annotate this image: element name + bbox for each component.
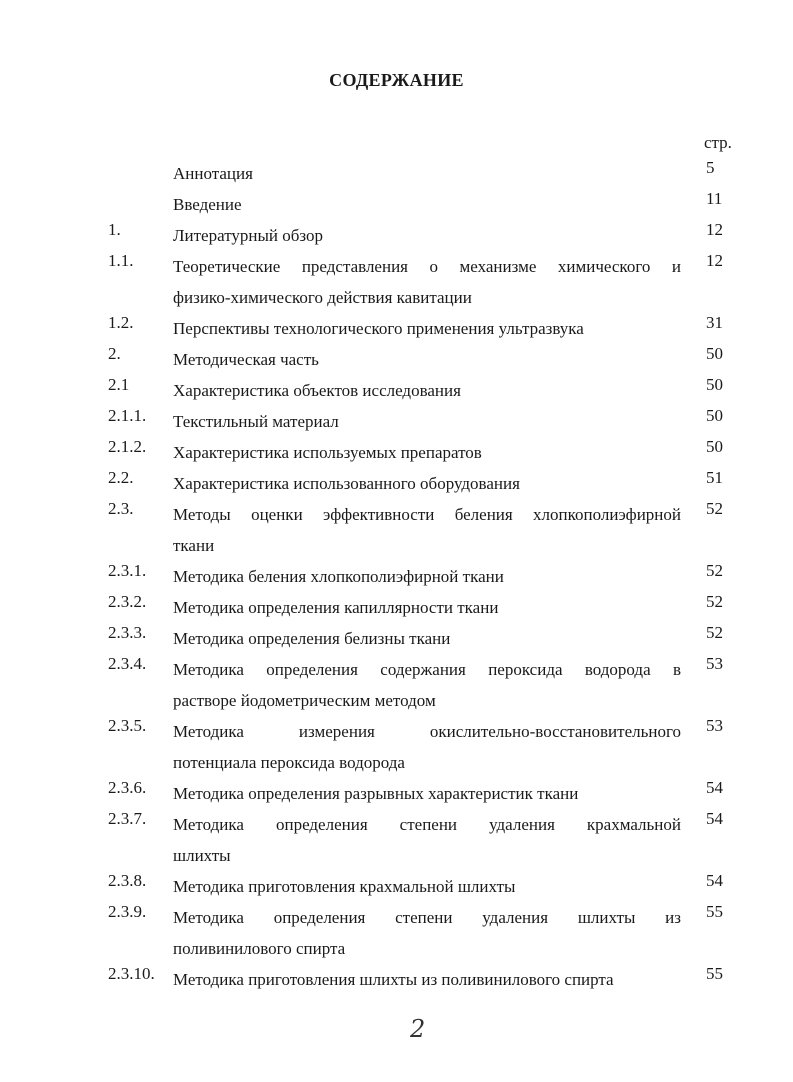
toc-entry-page: 54 — [706, 778, 723, 797]
toc-entry-number: 1.1. — [108, 251, 134, 270]
toc-entry-title-line: Характеристика используемых препаратов — [173, 443, 482, 462]
toc-entry — [0, 902, 793, 964]
toc-entry-title — [173, 809, 681, 871]
toc-entry-page: 12 — [706, 220, 723, 239]
toc-entry-title-line: Перспективы технологического применения ультразвука — [173, 319, 584, 338]
toc-entry-title — [173, 406, 681, 437]
toc-entry — [0, 313, 793, 344]
toc-entry-title-line: Методы оценки эффективности беления хлопкополиэфирной — [173, 505, 681, 524]
toc-entry-page: 50 — [706, 437, 723, 456]
toc-entry-title-line: потенциала пероксида водорода — [173, 753, 405, 772]
toc-entry-page: 5 — [706, 158, 715, 177]
toc-entry-title — [173, 499, 681, 561]
toc-entry-title-line: Теоретические представления о механизме химического и — [173, 257, 681, 276]
toc-entry-number: 2.3.1. — [108, 561, 147, 580]
toc-entry-page: 54 — [706, 871, 723, 890]
toc-entry-title-line: растворе йодометрическим методом — [173, 691, 436, 710]
toc-entry-title — [173, 158, 681, 189]
toc-entry-title — [173, 189, 681, 220]
toc-entry-page: 52 — [706, 499, 723, 518]
toc-entry-number: 2.3.3. — [108, 623, 147, 642]
toc-entry — [0, 871, 793, 902]
toc-entry-title — [173, 778, 681, 809]
toc-entry-title-line: Текстильный материал — [173, 412, 339, 431]
toc-entry — [0, 654, 793, 716]
toc-entry-page: 11 — [706, 189, 723, 208]
toc-entry-title-line: Методическая часть — [173, 350, 319, 369]
toc-entry-number: 2.3. — [108, 499, 134, 518]
toc-entry-page: 50 — [706, 375, 723, 394]
toc-entry-title-line: шлихты — [173, 846, 231, 865]
toc-entry-title — [173, 592, 681, 623]
toc-entry-page: 50 — [706, 344, 723, 363]
toc-entry-title — [173, 623, 681, 654]
toc-entry-title — [173, 654, 681, 716]
toc-entry — [0, 189, 793, 220]
toc-entry — [0, 375, 793, 406]
toc-entry-number: 2.1.1. — [108, 406, 147, 425]
toc-entry-page: 31 — [706, 313, 723, 332]
toc-entry-title-line: Методика определения содержания пероксида водорода в — [173, 660, 681, 679]
toc-entry — [0, 251, 793, 313]
toc-entry-number: 1.2. — [108, 313, 134, 332]
toc-entry-title — [173, 902, 681, 964]
toc-entry-page: 53 — [706, 654, 723, 673]
toc-entry — [0, 437, 793, 468]
page-column-header: стр. — [704, 133, 732, 152]
toc-entry-title-line: Введение — [173, 195, 242, 214]
toc-entry-title — [173, 716, 681, 778]
toc-entry-title — [173, 313, 681, 344]
toc-entry — [0, 499, 793, 561]
toc-entry-title-line: ткани — [173, 536, 215, 555]
toc-entry — [0, 778, 793, 809]
toc-entry-page: 52 — [706, 592, 723, 611]
toc-entry-page: 55 — [706, 964, 723, 983]
toc-entry-title-line: Методика беления хлопкополиэфирной ткани — [173, 567, 504, 586]
toc-entry-number: 1. — [108, 220, 121, 239]
toc-entry-title-line: Методика определения разрывных характеристик ткани — [173, 784, 579, 803]
toc-entry-title — [173, 871, 681, 902]
toc-entry-number: 2.3.8. — [108, 871, 147, 890]
toc-entry-page: 54 — [706, 809, 723, 828]
toc-entry-title-line: Методика определения степени удаления шлихты из — [173, 908, 681, 927]
toc-entry-title-line: Методика определения белизны ткани — [173, 629, 451, 648]
toc-entry — [0, 468, 793, 499]
toc-entry — [0, 158, 793, 189]
toc-entry-title-line: Характеристика объектов исследования — [173, 381, 461, 400]
toc-entry-number: 2.3.7. — [108, 809, 147, 828]
toc-entry-title-line: Методика определения степени удаления крахмальной — [173, 815, 681, 834]
toc-entry-number: 2.3.9. — [108, 902, 147, 921]
toc-entry — [0, 220, 793, 251]
toc-entry-title-line: Характеристика использованного оборудования — [173, 474, 520, 493]
toc-entry-page: 52 — [706, 623, 723, 642]
page-number: 2 — [410, 1015, 426, 1043]
toc-entry-title-line: Аннотация — [173, 164, 253, 183]
toc-entry — [0, 592, 793, 623]
toc-entry-title — [173, 220, 681, 251]
toc-entry-title-line: Методика приготовления шлихты из поливинилового спирта — [173, 970, 614, 989]
table-of-contents — [0, 158, 793, 995]
toc-entry-title-line: Методика приготовления крахмальной шлихты — [173, 877, 516, 896]
toc-entry-page: 53 — [706, 716, 723, 735]
toc-entry — [0, 561, 793, 592]
toc-entry-title — [173, 437, 681, 468]
toc-entry-title — [173, 344, 681, 375]
toc-entry — [0, 406, 793, 437]
toc-entry-page: 52 — [706, 561, 723, 580]
toc-entry-title — [173, 561, 681, 592]
page-title: СОДЕРЖАНИЕ — [329, 70, 464, 90]
toc-entry-number: 2.3.4. — [108, 654, 147, 673]
toc-entry-number: 2.1.2. — [108, 437, 147, 456]
toc-entry — [0, 344, 793, 375]
toc-entry — [0, 809, 793, 871]
toc-entry-number: 2.3.2. — [108, 592, 147, 611]
toc-entry-title-line: физико-химического действия кавитации — [173, 288, 472, 307]
toc-entry-title — [173, 964, 681, 995]
toc-entry-title — [173, 375, 681, 406]
toc-entry — [0, 964, 793, 995]
toc-entry-page: 51 — [706, 468, 723, 487]
toc-entry-title-line: поливинилового спирта — [173, 939, 346, 958]
toc-entry-page: 12 — [706, 251, 723, 270]
toc-entry-number: 2.3.6. — [108, 778, 147, 797]
toc-entry-number: 2.3.10. — [108, 964, 155, 983]
toc-entry-number: 2. — [108, 344, 121, 363]
toc-entry-title — [173, 468, 681, 499]
toc-entry-title-line: Методика измерения окислительно-восстановительного — [173, 722, 681, 741]
toc-entry-title — [173, 251, 681, 313]
toc-entry — [0, 716, 793, 778]
toc-entry-number: 2.1 — [108, 375, 130, 394]
toc-entry-number: 2.3.5. — [108, 716, 147, 735]
toc-entry — [0, 623, 793, 654]
toc-entry-page: 55 — [706, 902, 723, 921]
toc-entry-title-line: Методика определения капиллярности ткани — [173, 598, 499, 617]
toc-entry-page: 50 — [706, 406, 723, 425]
toc-entry-number: 2.2. — [108, 468, 134, 487]
toc-entry-title-line: Литературный обзор — [173, 226, 324, 245]
